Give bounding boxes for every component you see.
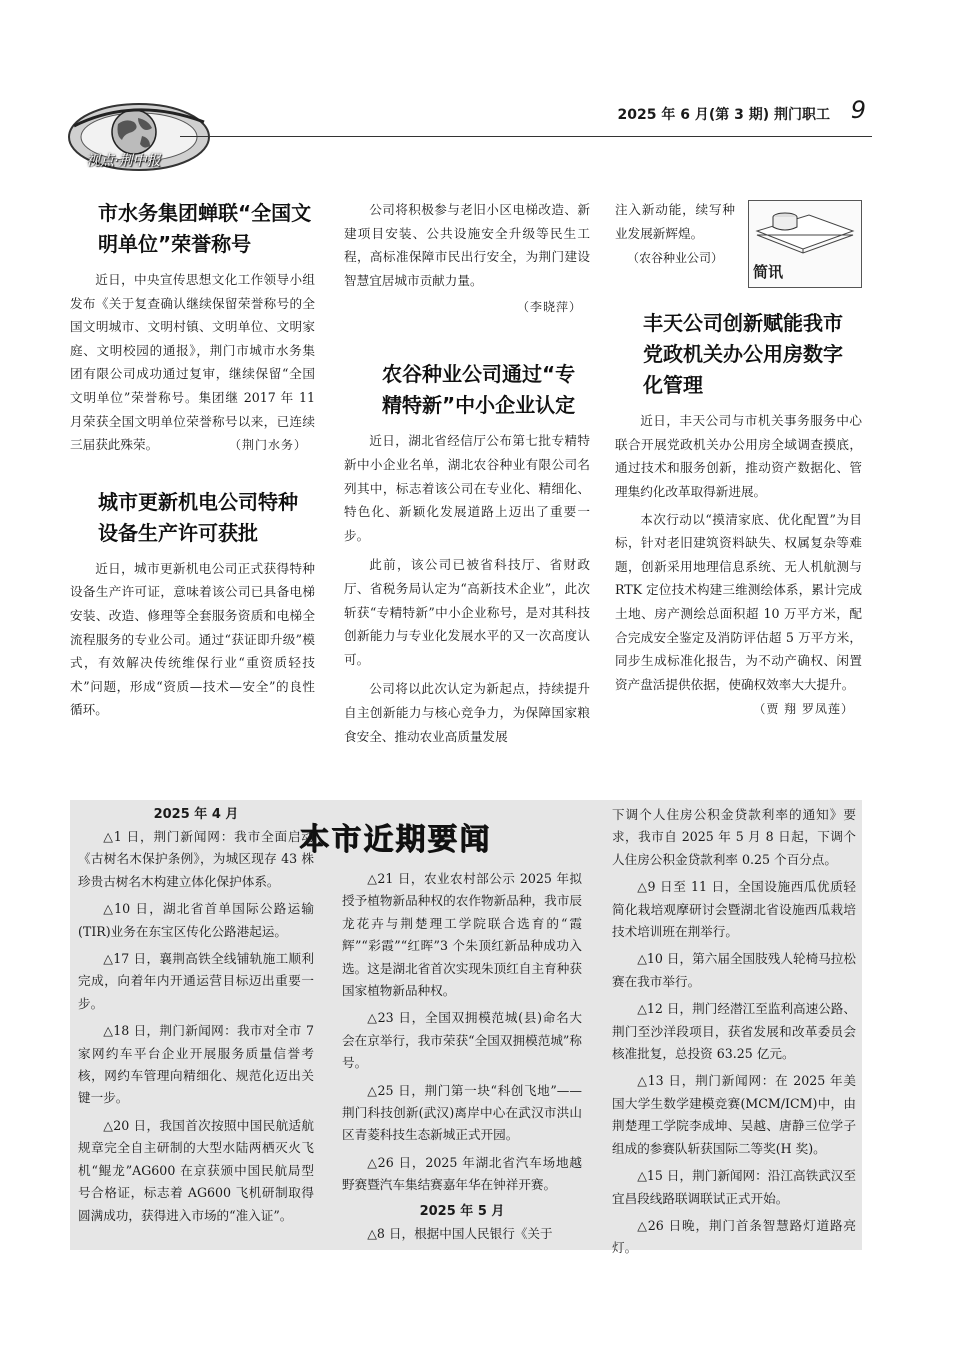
month-heading-april: 2025 年 4 月 bbox=[153, 807, 239, 822]
news-item: △10 日，湖北省首单国际公路运输(TIR)业务在东宝区传化公路港起运。 bbox=[78, 901, 314, 939]
news-item: △17 日，襄荆高铁全线铺轨施工顺利完成，向着年内开通运营目标迈出重要一步。 bbox=[78, 951, 314, 1011]
article-p2-seed: 此前，该公司已被省科技厅、省财政厅、省税务局认定为“高新技术企业”，此次斩获“专精特新”中小企业称号，是对其科技创新能力与专业化发展水平的又一次高度认可。 bbox=[344, 557, 590, 667]
issue-info: 2025 年 6 月(第 3 期) 荆门职工 bbox=[617, 107, 830, 123]
article-p2-fengtian: 本次行动以“摸清家底、优化配置”为目标，针对老旧建筑资料缺失、权属复杂等难题，创新采用地理信息系统、无人机航测与 RTK 定位技术构建三维测绘体系，累计完成土地、房产测绘总面积超 10 万平方米，配合完成安全鉴定及消防评估超 5 万平方米，同步生成标准化报告，为不动产确权、闲置资产盘活提供依据，使确权效率大大提升。 bbox=[615, 511, 862, 692]
article-source-seed: （农谷种业公司） bbox=[626, 251, 723, 266]
article-source-water: （荆门水务） bbox=[228, 437, 307, 452]
header-rule bbox=[180, 136, 872, 137]
news-item: △12 日，荆门经潜江至监利高速公路、荆门至沙洋段项目，获省发展和改革委员会核准批复，总投资 63.25 亿元。 bbox=[612, 1001, 856, 1062]
masthead-logo bbox=[66, 100, 212, 174]
news-item: △23 日，全国双拥模范城(县)命名大会在京举行，我市荣获“全国双拥模范城”称号。 bbox=[342, 1010, 582, 1071]
article-p1-seed: 近日，湖北省经信厅公布第七批专精特新中小企业名单，湖北农谷种业有限公司名列其中，标志着该公司在专业化、精细化、特色化、新颖化发展道路上迈出了重要一步。 bbox=[344, 433, 590, 543]
article-p1-fengtian: 近日，丰天公司与市机关事务服务中心联合开展党政机关办公用房全域调查摸底，通过技术和服务创新，推动资产数据化、管理集约化改革取得新进展。 bbox=[615, 413, 862, 499]
page-number: 9 bbox=[850, 96, 866, 124]
article-cont-seed: 注入新动能，续写种业发展新辉煌。 bbox=[615, 202, 735, 241]
news-item: △18 日，荆门新闻网：我市对全市 7 家网约车平台企业开展服务质量信誉考核，网约车管理向精细化、规范化迈出关键一步。 bbox=[78, 1023, 314, 1106]
news-column-1 bbox=[78, 804, 314, 1227]
article-source-fengtian: （贾 翔 罗凤莲） bbox=[753, 702, 854, 717]
news-item: △26 日，2025 年湖北省汽车场地越野赛暨汽车集结赛嘉年华在钟祥开赛。 bbox=[342, 1154, 582, 1193]
news-item: △10 日，第六届全国肢残人轮椅马拉松赛在我市举行。 bbox=[612, 951, 856, 989]
news-item: △8 日，根据中国人民银行《关于 bbox=[367, 1225, 553, 1241]
news-column-2 bbox=[342, 868, 582, 1245]
news-item: △20 日，我国首次按照中国民航适航规章完全自主研制的大型水陆两栖灭火飞机“鲲龙”AG600 在京获颁中国民航局型号合格证，标志着 AG600 飞机研制取得圆满成功，获得进入市场的“准入证”。 bbox=[78, 1117, 314, 1223]
brief-box bbox=[748, 200, 862, 288]
article-body-elevator: 近日，城市更新机电公司正式获得特种设备生产许可证，意味着该公司已具备电梯安装、改造、修理等全套服务资质和电梯全流程服务的专业公司。通过“获证即升级”模式，有效解决传统维保行业“重资质轻技术”问题，形成“资质—技术—安全”的良性循环。 bbox=[70, 560, 315, 718]
article-body-water: 近日，中央宣传思想文化工作领导小组发布《关于复查确认继续保留荣誉称号的全国文明城市、文明村镇、文明单位、文明家庭、文明校园的通报》，荆门市城市水务集团有限公司成功通过复审，继续保留“全国文明单位”荣誉称号。集团继 2017 年 11 月荣获全国文明单位荣誉称号以来，已连续三届获此殊荣。 bbox=[70, 272, 315, 453]
article-title-water: 市水务集团蝉联“全国文明单位”荣誉称号 bbox=[98, 201, 312, 256]
news-item: △9 日至 11 日，全国设施西瓜优质轻简化栽培观摩研讨会暨湖北省设施西瓜栽培技术培训班在荆举行。 bbox=[612, 879, 856, 940]
article-title-elevator: 城市更新机电公司特种设备生产许可获批 bbox=[98, 489, 298, 545]
brief-label: 简讯 bbox=[753, 263, 784, 281]
month-heading-may: 2025 年 5 月 bbox=[419, 1203, 505, 1219]
news-item: 下调个人住房公积金贷款利率的通知》要求，我市自 2025 年 5 月 8 日起，下调个人住房公积金贷款利率 0.25 个百分点。 bbox=[612, 807, 856, 867]
article-title-fengtian: 丰天公司创新赋能我市党政机关办公用房数字化管理 bbox=[643, 311, 843, 398]
column-1 bbox=[70, 198, 315, 722]
column-2 bbox=[344, 198, 590, 748]
article-p3-seed: 公司将以此次认定为新起点，持续提升自主创新能力与核心竞争力，为保障国家粮食安全、推动农业高质量发展 bbox=[344, 681, 590, 744]
news-panel-title: 本市近期要闻 bbox=[299, 822, 491, 857]
news-item: △1 日，荆门新闻网：我市全面启动《古树名木保护条例》，为城区现存 43 株珍贵古树名木构建立体化保护体系。 bbox=[78, 829, 314, 889]
news-item: △15 日，荆门新闻网：沿江高铁武汉至宜昌段线路联调联试正式开始。 bbox=[612, 1168, 856, 1206]
news-item: △25 日，荆门第一块“科创飞地”——荆门科技创新(武汉)离岸中心在武汉市洪山区青菱科技生态新城正式开园。 bbox=[342, 1082, 582, 1143]
news-item: △26 日晚，荆门首条智慧路灯道路亮灯。 bbox=[612, 1217, 856, 1256]
article-cont-elevator: 公司将积极参与老旧小区电梯改造、新建项目安装、公共设施安全升级等民生工程，高标准保障市民出行安全，为荆门建设智慧宜居城市贡献力量。 bbox=[344, 202, 590, 288]
logo-text: 视点·荆中报 bbox=[86, 153, 161, 169]
news-item: △13 日，荆门新闻网：在 2025 年美国大学生数学建模竞赛(MCM/ICM)中，由荆楚理工学院李成坤、吴越、唐静三位学子组成的参赛队斩获国际二等奖(H 奖)。 bbox=[612, 1073, 856, 1156]
news-column-3 bbox=[612, 804, 856, 1260]
news-item: △21 日，农业农村部公示 2025 年拟授予植物新品种权的农作物新品种，我市辰龙花卉与荆楚理工学院联合选育的“霞辉”“彩霞”“红晖”3 个朱顶红新品种成功入选。这是湖北省首次实现朱顶红自主育种获国家植物新品种权。 bbox=[342, 871, 582, 999]
article-title-seed: 农谷种业公司通过“专精特新”中小企业认定 bbox=[382, 362, 576, 418]
book-cup-icon bbox=[749, 201, 861, 261]
article-source-elevator: （李晓萍） bbox=[516, 300, 582, 315]
